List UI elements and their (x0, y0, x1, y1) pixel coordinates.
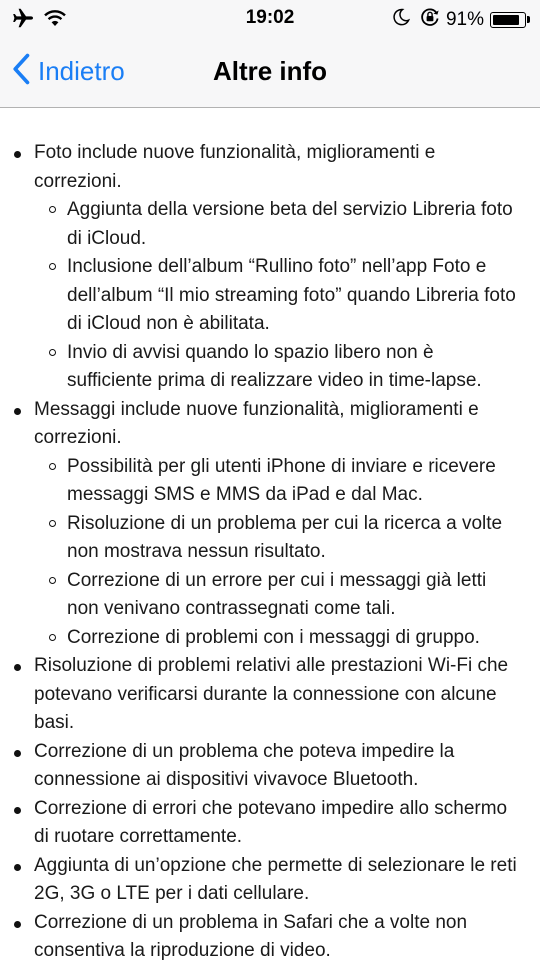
list-item: Foto include nuove funzionalità, miglioramenti e correzioni. (13, 139, 520, 196)
bullet-marker (14, 750, 21, 757)
bullet-marker (49, 577, 56, 584)
list-item: Risoluzione di un problema per cui la ricerca a volte non mostrava nessun risultato. (47, 510, 520, 567)
bullet-marker (49, 634, 56, 641)
moon-icon (392, 8, 410, 31)
battery-tip (527, 16, 530, 23)
bullet-marker (49, 520, 56, 527)
bullet-marker (49, 263, 56, 270)
list-item: Correzione di un problema che poteva impedire la connessione ai dispositivi vivavoce Bluetooth. (13, 738, 520, 795)
list-item: Correzione di un problema in Safari che a volte non consentiva la riproduzione di video. (13, 909, 520, 966)
release-notes-list[interactable] (0, 108, 540, 966)
bullet-marker (14, 408, 21, 415)
bullet-marker (14, 807, 21, 814)
bullet-marker (14, 151, 21, 158)
list-item: Possibilità per gli utenti iPhone di inviare e ricevere messaggi SMS e MMS da iPad e dal Mac. (47, 453, 520, 510)
navigation-bar (0, 38, 540, 108)
list-item: Correzione di un errore per cui i messaggi già letti non venivano contrassegnati come tali. (47, 567, 520, 624)
battery-fill (493, 15, 519, 25)
list-item: Aggiunta di un’opzione che permette di selezionare le reti 2G, 3G o LTE per i dati cellulare. (13, 852, 520, 909)
bullet-marker (14, 864, 21, 871)
bullet-marker (49, 349, 56, 356)
page-title: Altre info (212, 56, 328, 86)
list-item: Risoluzione di problemi relativi alle prestazioni Wi-Fi che potevano verificarsi durante la connessione con alcune basi. (13, 652, 520, 738)
battery-percent: 91% (445, 8, 484, 30)
status-right-icons (392, 7, 530, 32)
bullet-marker (49, 206, 56, 213)
list-item: Invio di avvisi quando lo spazio libero non è sufficiente prima di realizzare video in time-lapse. (47, 339, 520, 396)
list-item: Messaggi include nuove funzionalità, miglioramenti e correzioni. (13, 396, 520, 453)
list-item: Correzione di errori che potevano impedire allo schermo di ruotare correttamente. (13, 795, 520, 852)
rotation-lock-icon (420, 7, 440, 32)
battery-icon (490, 12, 526, 28)
bullet-marker (14, 921, 21, 928)
bullet-marker (14, 664, 21, 671)
bullet-marker (49, 463, 56, 470)
list-item: Aggiunta della versione beta del servizio Libreria foto di iCloud. (47, 196, 520, 253)
status-time: 19:02 (245, 7, 295, 28)
list-item: Correzione di problemi con i messaggi di gruppo. (47, 624, 520, 653)
status-bar (0, 0, 540, 38)
list-item: Inclusione dell’album “Rullino foto” nell’app Foto e dell’album “Il mio streaming foto” quando Libreria foto di iCloud non è abilitata. (47, 253, 520, 339)
back-label: Indietro (38, 55, 125, 86)
